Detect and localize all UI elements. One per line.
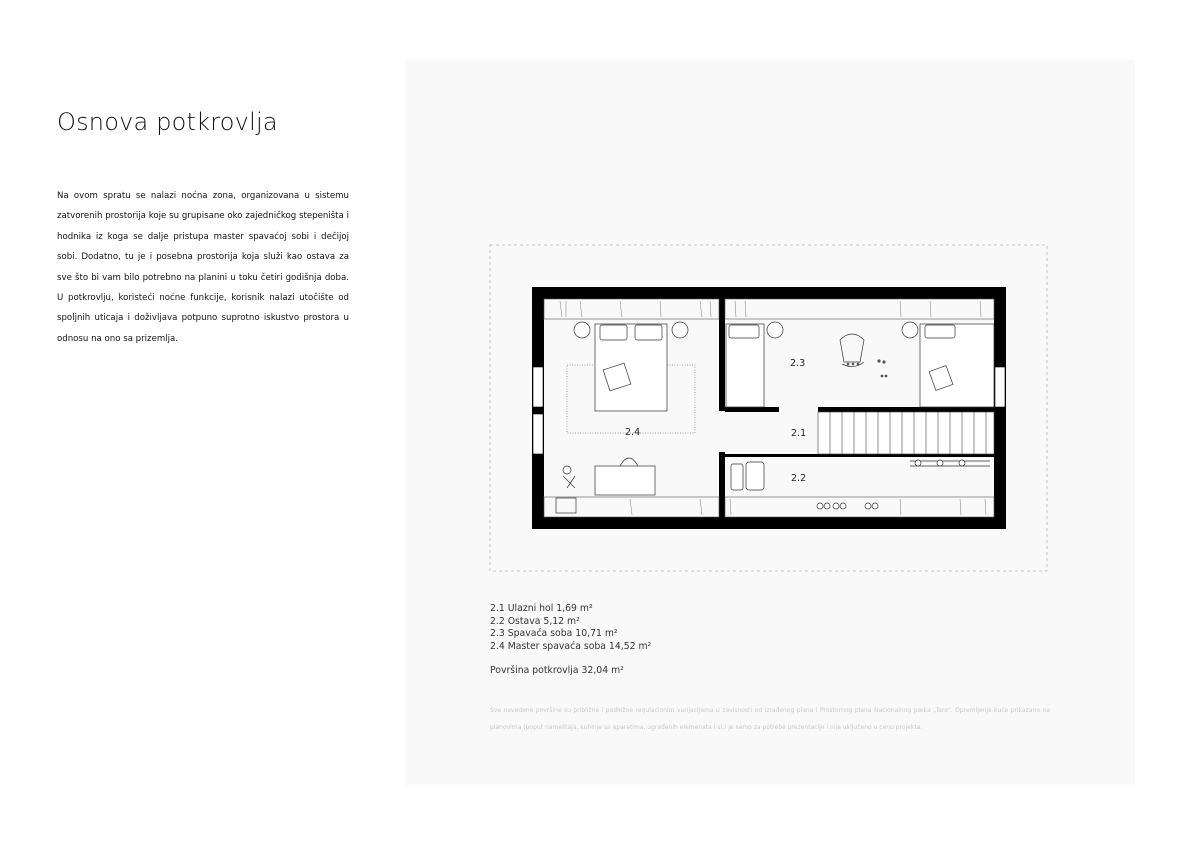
description-text: Na ovom spratu se nalazi noćna zona, organizovana u sistemu zatvorenih prostorija koje su grupisane oko zajedničkog stepeništa i hodnika iz koga se dalje pristupa master spavaćoj sobi i dečijoj sobi. Dodatno, tu je i posebna prostorija koja služi kao ostava za sve što bi vam bilo potrebno na planini u toku četiri godišnja doba. U potkrovlju, koristeći noćne funkcije, korisnik nalazi utočište od spoljnih uticaja i doživljava potpuno suprotno iskustvo prostora u odnosu na ono sa prizemlja. (57, 191, 349, 344)
storage-items (731, 460, 990, 509)
room-label-2-3: 2.3 (790, 358, 806, 369)
disclaimer-note: Sve navedene površine su približne i podložne regulacionim varijacijama u zavisnosti od izrađenog plana i Prostornog plana Nacionalnog parka „Tara". Opremljenje kuće prikazano na planovima (poput nameštaja, kuhinje sa aparatima, ugrađenih elemenata i sl.) je samo za potrebe prezentacije i nije uključeno u cenu projekta. (490, 707, 1050, 731)
rocking-chair (840, 334, 864, 367)
page-title: Osnova potkrovlja (57, 108, 278, 136)
total-area: Površina potkrovlja 32,04 m² (490, 665, 624, 677)
master-desk (556, 458, 655, 513)
legend-item: 2.4 Master spavaća soba 14,52 m² (490, 640, 652, 652)
room-label-2-4: 2.4 (625, 427, 641, 438)
legend-item: 2.1 Ulazni hol 1,69 m² (490, 603, 593, 614)
room-label-2-1: 2.1 (791, 428, 807, 439)
room-label-2-2: 2.2 (791, 473, 807, 484)
legend-item: 2.2 Ostava 5,12 m² (490, 615, 580, 627)
master-bed (567, 322, 695, 433)
legend-item: 2.3 Spavaća soba 10,71 m² (490, 628, 618, 640)
staircase (818, 412, 994, 454)
area-legend (490, 603, 1050, 678)
teddy-toy (563, 466, 575, 488)
